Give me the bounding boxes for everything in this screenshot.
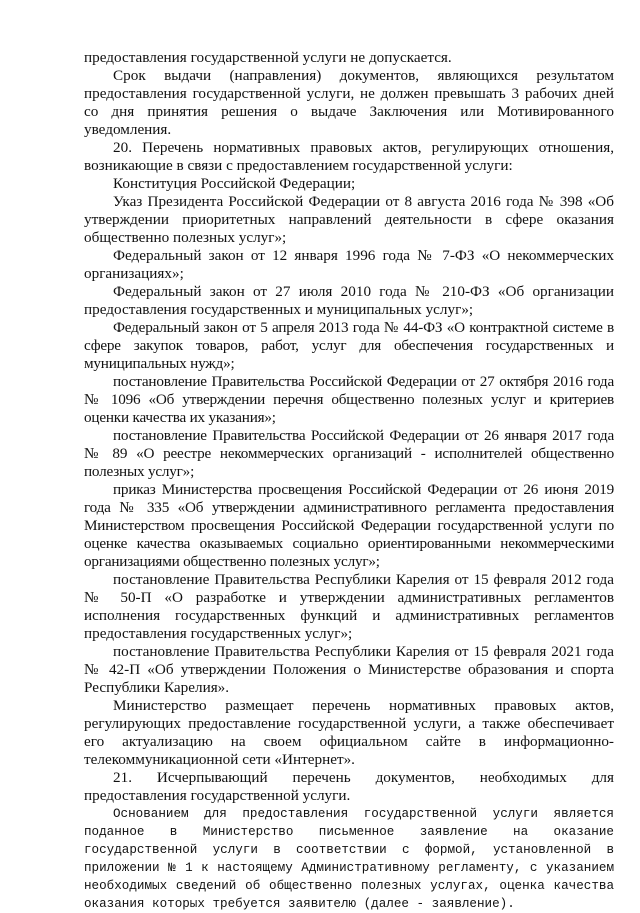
paragraph-constitution: Конституция Российской Федерации;: [113, 175, 356, 192]
paragraph-continuation: предоставления государственной услуги не допускается.: [84, 49, 452, 66]
paragraph-presidential-decree: Указ Президента Российской Федерации от 8 августа 2016 года № 398 «Об утверждении приоритетных направлений деятельности в сфере оказания общественно полезных услуг»;: [84, 193, 614, 246]
paragraph-law-7fz: Федеральный закон от 12 января 1996 года № 7-ФЗ «О некоммерческих организациях»;: [84, 247, 614, 282]
paragraph-law-210fz: Федеральный закон от 27 июля 2010 года № 210-ФЗ «Об организации предоставления государственных и муниципальных услуг»;: [84, 283, 614, 318]
paragraph-order-335: приказ Министерства просвещения Российской Федерации от 26 июня 2019 года № 335 «Об утверждении административного регламента предоставления Министерством просвещения Российской Федерации государственной услуги по оценке качества оказываемых социально ориентированными некоммерческими организациями общественно полезных услуг»;: [84, 481, 614, 570]
paragraph-resolution-1096: постановление Правительства Российской Федерации от 27 октября 2016 года № 1096 «Об утверждении перечня общественно полезных услуг и критериев оценки качества их указания»;: [84, 373, 614, 426]
paragraph-law-44fz: Федеральный закон от 5 апреля 2013 года № 44-ФЗ «О контрактной системе в сфере закупок товаров, работ, услуг для обеспечения государственных и муниципальных нужд»;: [84, 319, 614, 372]
paragraph-application-basis: Основанием для предоставления государственной услуги является поданное в Министерство письменное заявление на оказание государственной услуги в соответствии с формой, установленной в приложении № 1 к настоящему Административному регламенту, с указанием необходимых сведений об общественно полезных услугах, оценка качества оказания которых требуется заявителю (далее - заявление).: [84, 807, 614, 911]
paragraph-resolution-50p: постановление Правительства Республики Карелия от 15 февраля 2012 года № 50-П «О разработке и утверждении административных регламентов исполнения государственных функций и административных регламентов предоставления государственных услуг»;: [84, 571, 614, 642]
paragraph-resolution-89: постановление Правительства Российской Федерации от 26 января 2017 года № 89 «О реестре некоммерческих организаций - исполнителей общественно полезных услуг»;: [84, 427, 614, 480]
paragraph-ministry-publishes: Министерство размещает перечень нормативных правовых актов, регулирующих предоставление государственной услуги, а также обеспечивает его актуализацию на своем официальном сайте в информационно-телекоммуникационной сети «Интернет».: [84, 697, 614, 768]
paragraph-resolution-42p: постановление Правительства Республики Карелия от 15 февраля 2021 года № 42-П «Об утверждении Положения о Министерстве образования и спорта Республики Карелия».: [84, 643, 614, 696]
paragraph-item-20: 20. Перечень нормативных правовых актов, регулирующих отношения, возникающие в связи с предоставлением государственной услуги:: [84, 139, 614, 174]
document-body: [84, 49, 614, 913]
paragraph-issue-deadline: Срок выдачи (направления) документов, являющихся результатом предоставления государственной услуги, не должен превышать 3 рабочих дней со дня принятия решения о выдаче Заключения или Мотивированного уведомления.: [84, 67, 614, 138]
paragraph-item-21: 21. Исчерпывающий перечень документов, необходимых для предоставления государственной услуги.: [84, 769, 614, 804]
